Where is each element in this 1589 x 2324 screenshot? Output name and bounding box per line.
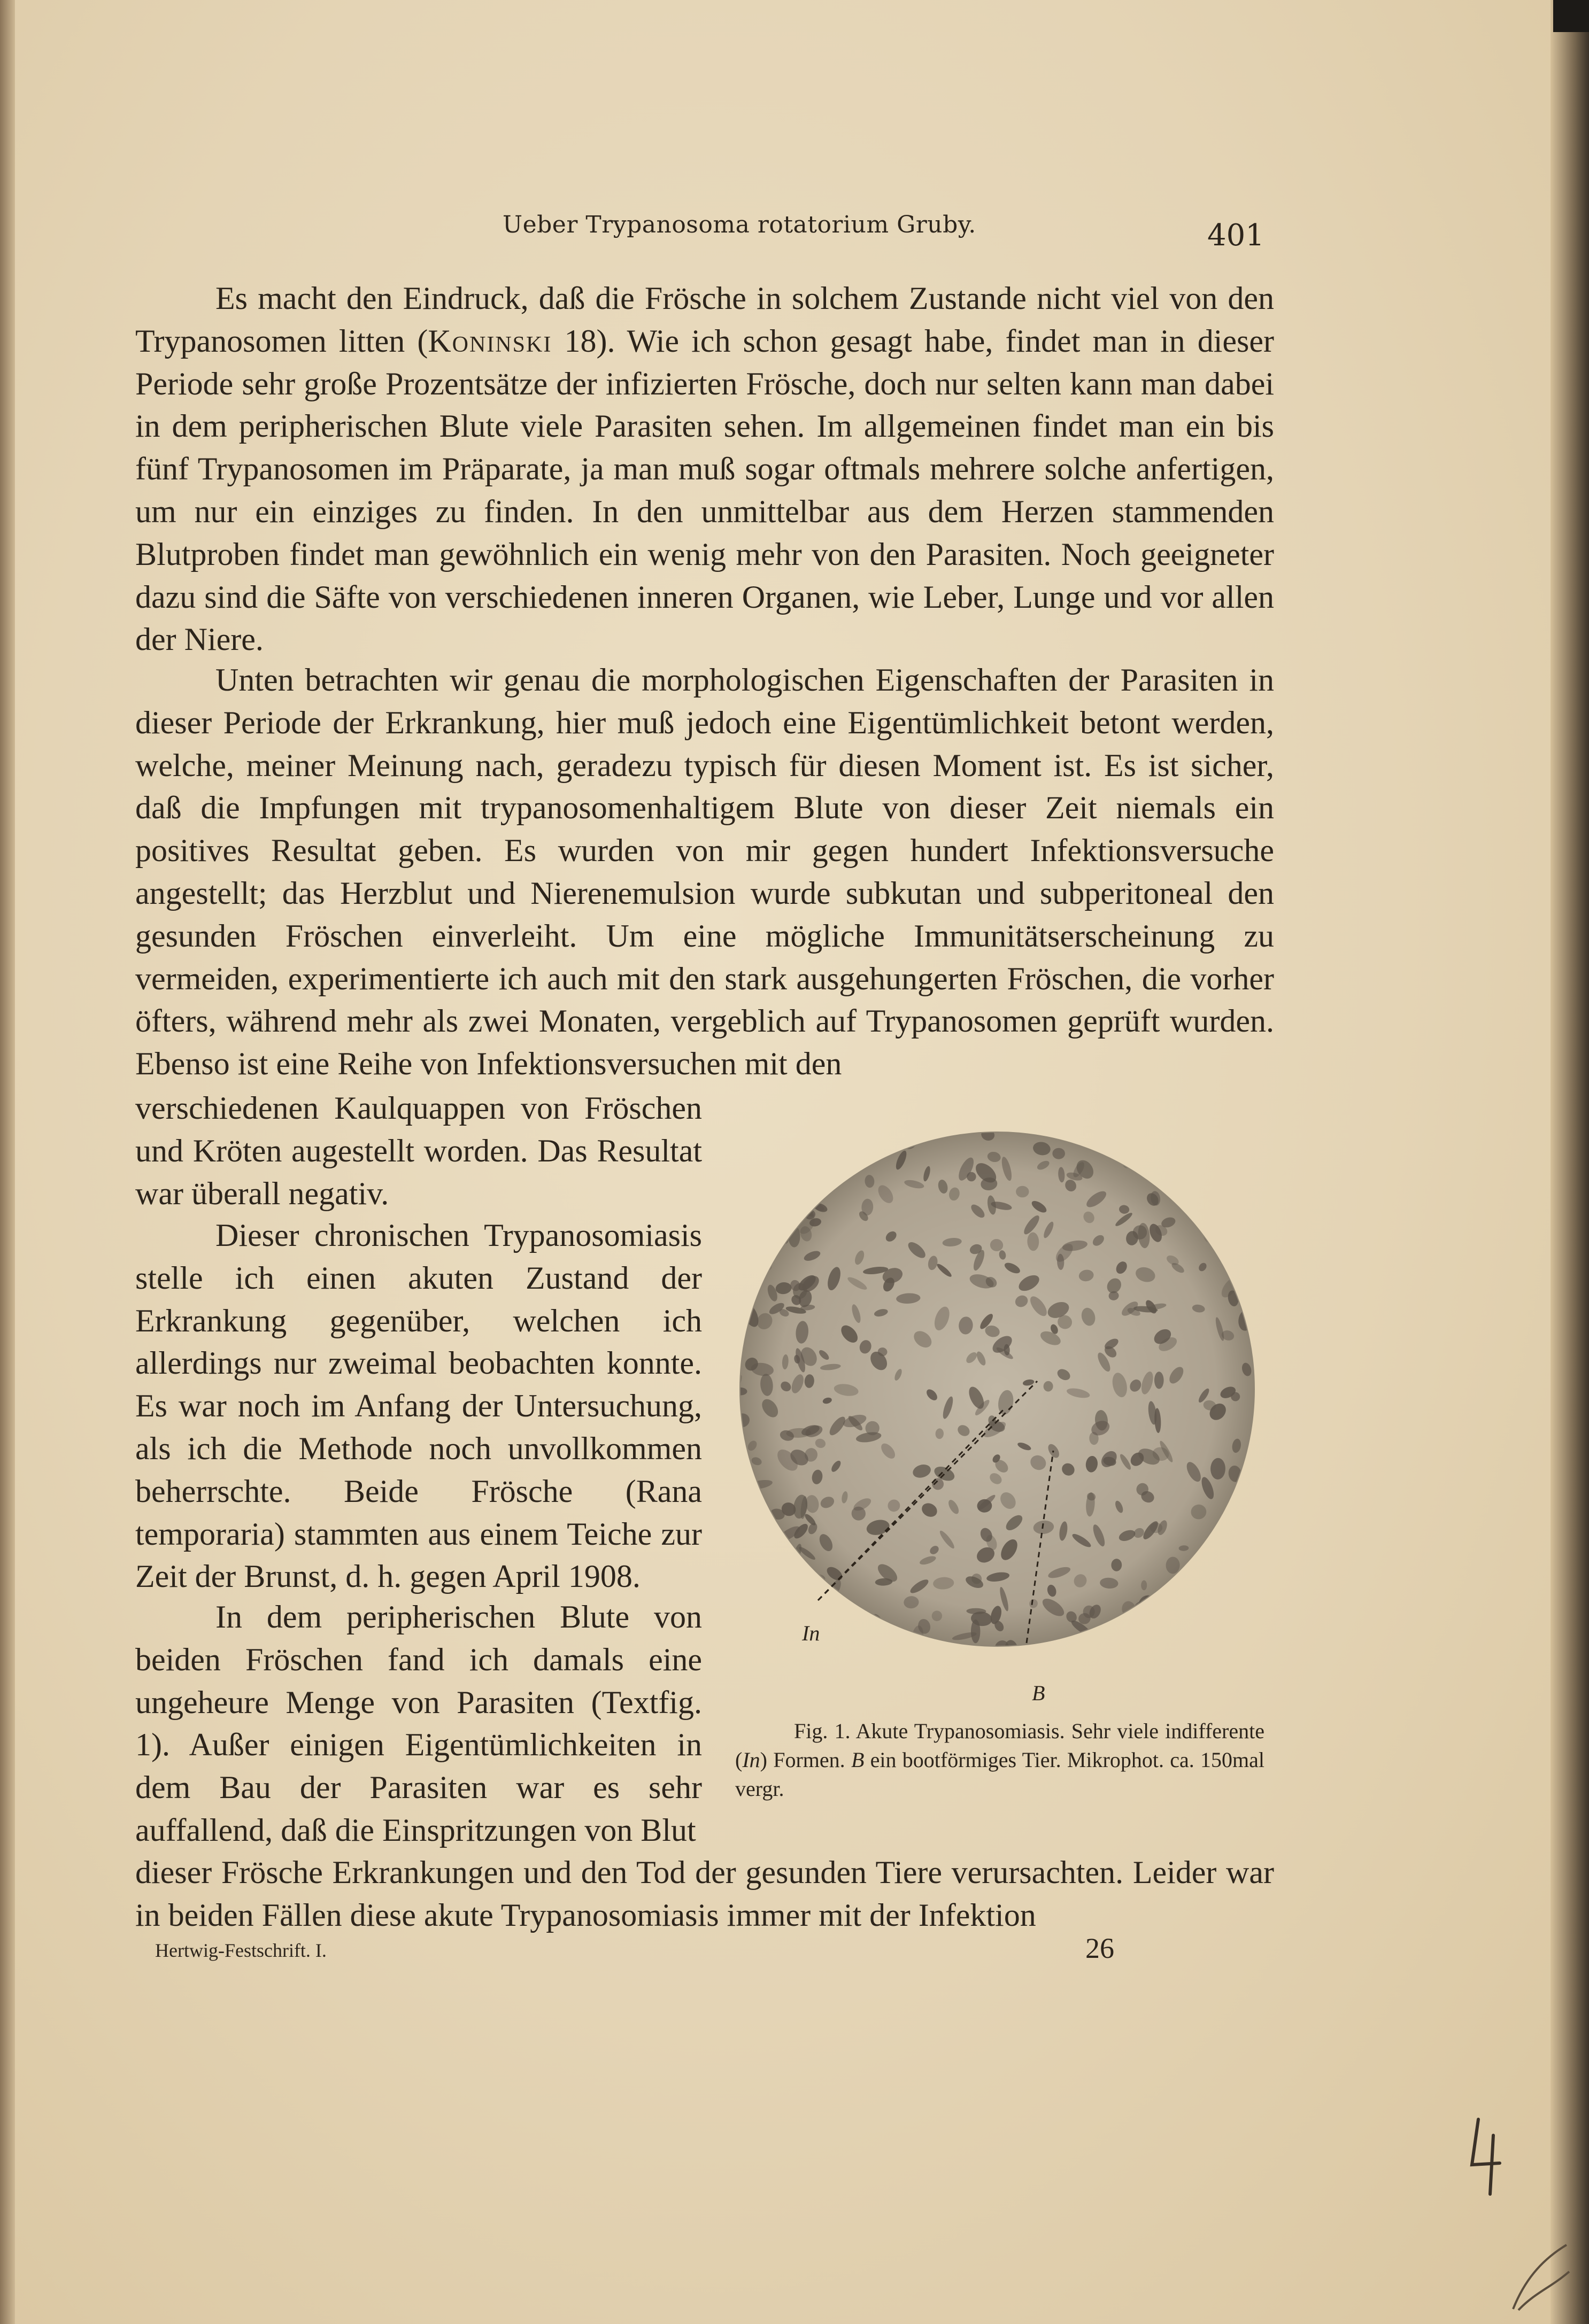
blood-cell bbox=[769, 1240, 780, 1250]
blood-cell bbox=[824, 1130, 837, 1136]
paragraph-2-continuation: verschiedenen Kaulquappen von Fröschen und Kröten augestellt worden. Das Resultat war überall negativ. bbox=[135, 1090, 702, 1211]
blood-cell bbox=[747, 1135, 767, 1162]
blood-cell bbox=[1181, 1577, 1196, 1600]
blood-cell bbox=[1229, 1246, 1247, 1273]
blood-cell bbox=[1241, 1136, 1256, 1156]
blood-cell bbox=[1222, 1130, 1238, 1138]
blood-cell bbox=[792, 1594, 813, 1616]
blood-cell bbox=[740, 1217, 754, 1233]
blood-cell bbox=[738, 1512, 752, 1532]
blood-cell bbox=[775, 1161, 787, 1170]
paragraph-2: Unten betrachten wir genau die morphologischen Eigenschaften der Parasiten in dieser Periode der Erkrankung, hier muß jedoch eine Eigentümlichkeit betont werden, welche, meiner Meinung nach, geradezu typisch für diesen Moment ist. Es ist sicher, daß die Impfungen mit trypanosomenhaltigem Blute von dieser Zeit niemals ein positives Resultat geben. Es wurden von mir gegen hundert Infektionsversuche angestellt; das Herzblut und Nierenemulsion wurde subkutan und subperitoneal den gesunden Fröschen einverleiht. Um eine mögliche Immunitätserscheinung zu vermeiden, experimentierte ich auch mit den stark ausgehungerten Fröschen, die vorher öfters, während mehr als zwei Monaten, vergeblich auf Trypanosomen geprüft wurden. Ebenso ist eine Reihe von Infektionsversuchen mit den bbox=[135, 662, 1274, 1082]
blood-cell bbox=[1172, 1586, 1190, 1606]
blood-cell bbox=[738, 1528, 757, 1547]
blood-cell bbox=[1166, 1615, 1182, 1633]
blood-cell bbox=[1236, 1161, 1248, 1185]
blood-cell bbox=[769, 1576, 788, 1596]
blood-cell bbox=[1170, 1138, 1187, 1155]
blood-cell bbox=[1151, 1632, 1175, 1648]
blood-cell bbox=[1091, 1130, 1108, 1153]
blood-cell bbox=[1199, 1176, 1211, 1193]
running-head: Ueber Trypanosoma rotatorium Gruby. bbox=[503, 211, 976, 238]
blood-cell bbox=[1187, 1611, 1208, 1631]
footer-signature: Hertwig-Festschrift. I. bbox=[155, 1940, 327, 1961]
blood-cell bbox=[813, 1133, 838, 1159]
figure-label-in: In bbox=[802, 1621, 820, 1645]
blood-cell bbox=[1137, 1157, 1147, 1167]
blood-cell bbox=[1125, 1135, 1144, 1151]
paragraph-4: In dem peripherischen Blute von beiden Fröschen fand ich damals eine ungeheure Menge von Parasiten (Textfig. 1). Außer einigen Eigentümlichkeiten in dem Bau der Parasiten war es sehr auffallend, daß die Einspritzungen von Blut bbox=[135, 1599, 702, 1848]
blood-cell bbox=[808, 1130, 823, 1142]
blood-cell bbox=[808, 1142, 825, 1153]
paragraph-4-continuation: dieser Frösche Erkrankungen und den Tod der gesunden Tiere verursachten. Leider war in beiden Fällen diese akute Trypanosomiasis immer mit der Infektion bbox=[135, 1855, 1274, 1933]
blood-cell bbox=[1158, 1632, 1174, 1648]
blood-cell bbox=[750, 1219, 766, 1241]
blood-cell bbox=[1229, 1532, 1249, 1556]
blood-cell bbox=[738, 1159, 755, 1176]
blood-cell bbox=[738, 1282, 749, 1304]
citation-author: Koninski bbox=[428, 323, 552, 359]
blood-cell bbox=[1220, 1243, 1241, 1263]
pencil-mark bbox=[1462, 2114, 1510, 2199]
figure-caption: Fig. 1. Akute Trypanosomiasis. Sehr viele indifferente (In) Formen. B ein bootförmiges Tier. Mikrophot. ca. 150mal vergr. bbox=[735, 1719, 1264, 1801]
blood-cell bbox=[1154, 1372, 1164, 1389]
blood-cell bbox=[796, 1153, 813, 1167]
blood-cell bbox=[1238, 1510, 1256, 1524]
blood-cell bbox=[759, 1143, 777, 1164]
blood-cell bbox=[790, 1572, 814, 1588]
blood-cell bbox=[776, 1205, 789, 1224]
blood-cell bbox=[1144, 1151, 1164, 1167]
blood-cell bbox=[781, 1157, 804, 1168]
blood-cell bbox=[1232, 1171, 1247, 1182]
blood-cell bbox=[1231, 1206, 1250, 1216]
blood-cell bbox=[788, 1205, 799, 1218]
micrograph-figure bbox=[738, 1130, 1256, 1648]
blood-cell bbox=[1207, 1618, 1223, 1634]
blood-cell bbox=[1213, 1543, 1236, 1557]
page-left-edge bbox=[0, 0, 15, 2324]
micrograph-image bbox=[738, 1130, 1256, 1648]
blood-cell bbox=[793, 1130, 815, 1148]
blood-cell bbox=[777, 1157, 792, 1180]
blood-cell bbox=[769, 1131, 791, 1151]
blood-cell bbox=[739, 1207, 758, 1226]
blood-cell bbox=[1220, 1590, 1238, 1607]
blood-cell bbox=[1209, 1146, 1228, 1166]
blood-cell bbox=[781, 1594, 801, 1621]
blood-cell bbox=[1016, 1186, 1029, 1198]
blood-cell bbox=[863, 1130, 883, 1153]
blood-cell bbox=[738, 1533, 751, 1544]
blood-cell bbox=[1247, 1237, 1256, 1251]
blood-cell bbox=[806, 1594, 822, 1610]
blood-cell bbox=[789, 1588, 811, 1603]
blood-cell bbox=[783, 1130, 800, 1146]
blood-cell bbox=[871, 1130, 884, 1136]
paragraph-3: Dieser chronischen Trypanosomiasis stelle ich einen akuten Zustand der Erkrankung gegenüber, welchen ich allerdings nur zweimal beobachten konnte. Es war noch im Anfang der Untersuchung, als ich die Methode noch unvollkommen beherrschte. Beide Frösche (Rana temporaria) stammten aus einem Teiche zur Zeit der Brunst, d. h. gegen April 1908. bbox=[135, 1218, 702, 1594]
blood-cell bbox=[1233, 1586, 1246, 1600]
blood-cell bbox=[795, 1200, 815, 1219]
blood-cell bbox=[775, 1617, 800, 1640]
blood-cell bbox=[760, 1595, 784, 1617]
blood-cell bbox=[783, 1576, 798, 1590]
figure-label-b: B bbox=[1032, 1681, 1045, 1705]
blood-cell bbox=[1201, 1183, 1224, 1198]
blood-cell bbox=[743, 1233, 760, 1248]
blood-cell bbox=[749, 1152, 774, 1175]
blood-cell bbox=[742, 1579, 748, 1597]
blood-cell bbox=[785, 1601, 805, 1621]
blood-cell bbox=[742, 1552, 758, 1569]
page-corner-tab bbox=[1553, 0, 1589, 32]
blood-cell bbox=[1123, 1160, 1138, 1168]
blood-cell bbox=[796, 1130, 818, 1149]
corner-scribble bbox=[1508, 2240, 1572, 2314]
blood-cell bbox=[1233, 1565, 1248, 1581]
blood-cell bbox=[1242, 1605, 1256, 1625]
blood-cell bbox=[1217, 1624, 1229, 1641]
blood-cell bbox=[1052, 1148, 1065, 1159]
blood-cell bbox=[1245, 1486, 1256, 1507]
blood-cell bbox=[1097, 1635, 1115, 1648]
blood-cell bbox=[772, 1603, 786, 1617]
blood-cell bbox=[807, 1130, 833, 1151]
footer-sheet-number: 26 bbox=[1085, 1932, 1114, 1964]
page-right-edge bbox=[1551, 0, 1589, 2324]
blood-cell bbox=[1237, 1217, 1249, 1227]
blood-cell bbox=[1141, 1581, 1147, 1591]
blood-cell bbox=[826, 1609, 839, 1634]
blood-cell bbox=[771, 1182, 784, 1191]
blood-cell bbox=[1243, 1130, 1256, 1143]
page-number: 401 bbox=[1207, 218, 1264, 253]
blood-cell bbox=[811, 1130, 838, 1143]
blood-cell bbox=[814, 1171, 831, 1188]
blood-cell bbox=[1225, 1548, 1240, 1564]
paragraph-1: Es macht den Eindruck, daß die Frösche in solchem Zustande nicht viel von den Trypanosomen litten (Koninski 18). Wie ich schon gesagt habe, findet man in dieser Periode sehr große Prozentsätze der infizierten Frösche, doch nur selten kann man dabei in dem peripherischen Blute viele Parasiten sehen. Im allgemeinen findet man ein bis fünf Trypanosomen im Präparate, ja man muß sogar oftmals mehrere solche anfertigen, um nur ein einziges zu finden. In den unmittelbar aus dem Herzen stammenden Blutproben findet man gewöhnlich ein wenig mehr von den Parasiten. Noch geeigneter dazu sind die Säfte von verschiedenen inneren Organen, wie Leber, Lunge und vor allen der Niere. bbox=[135, 281, 1275, 657]
blood-cell bbox=[759, 1581, 776, 1600]
blood-cell bbox=[1160, 1150, 1182, 1159]
blood-cell bbox=[810, 1152, 822, 1164]
blood-cell bbox=[738, 1566, 753, 1588]
blood-cell bbox=[738, 1628, 750, 1647]
